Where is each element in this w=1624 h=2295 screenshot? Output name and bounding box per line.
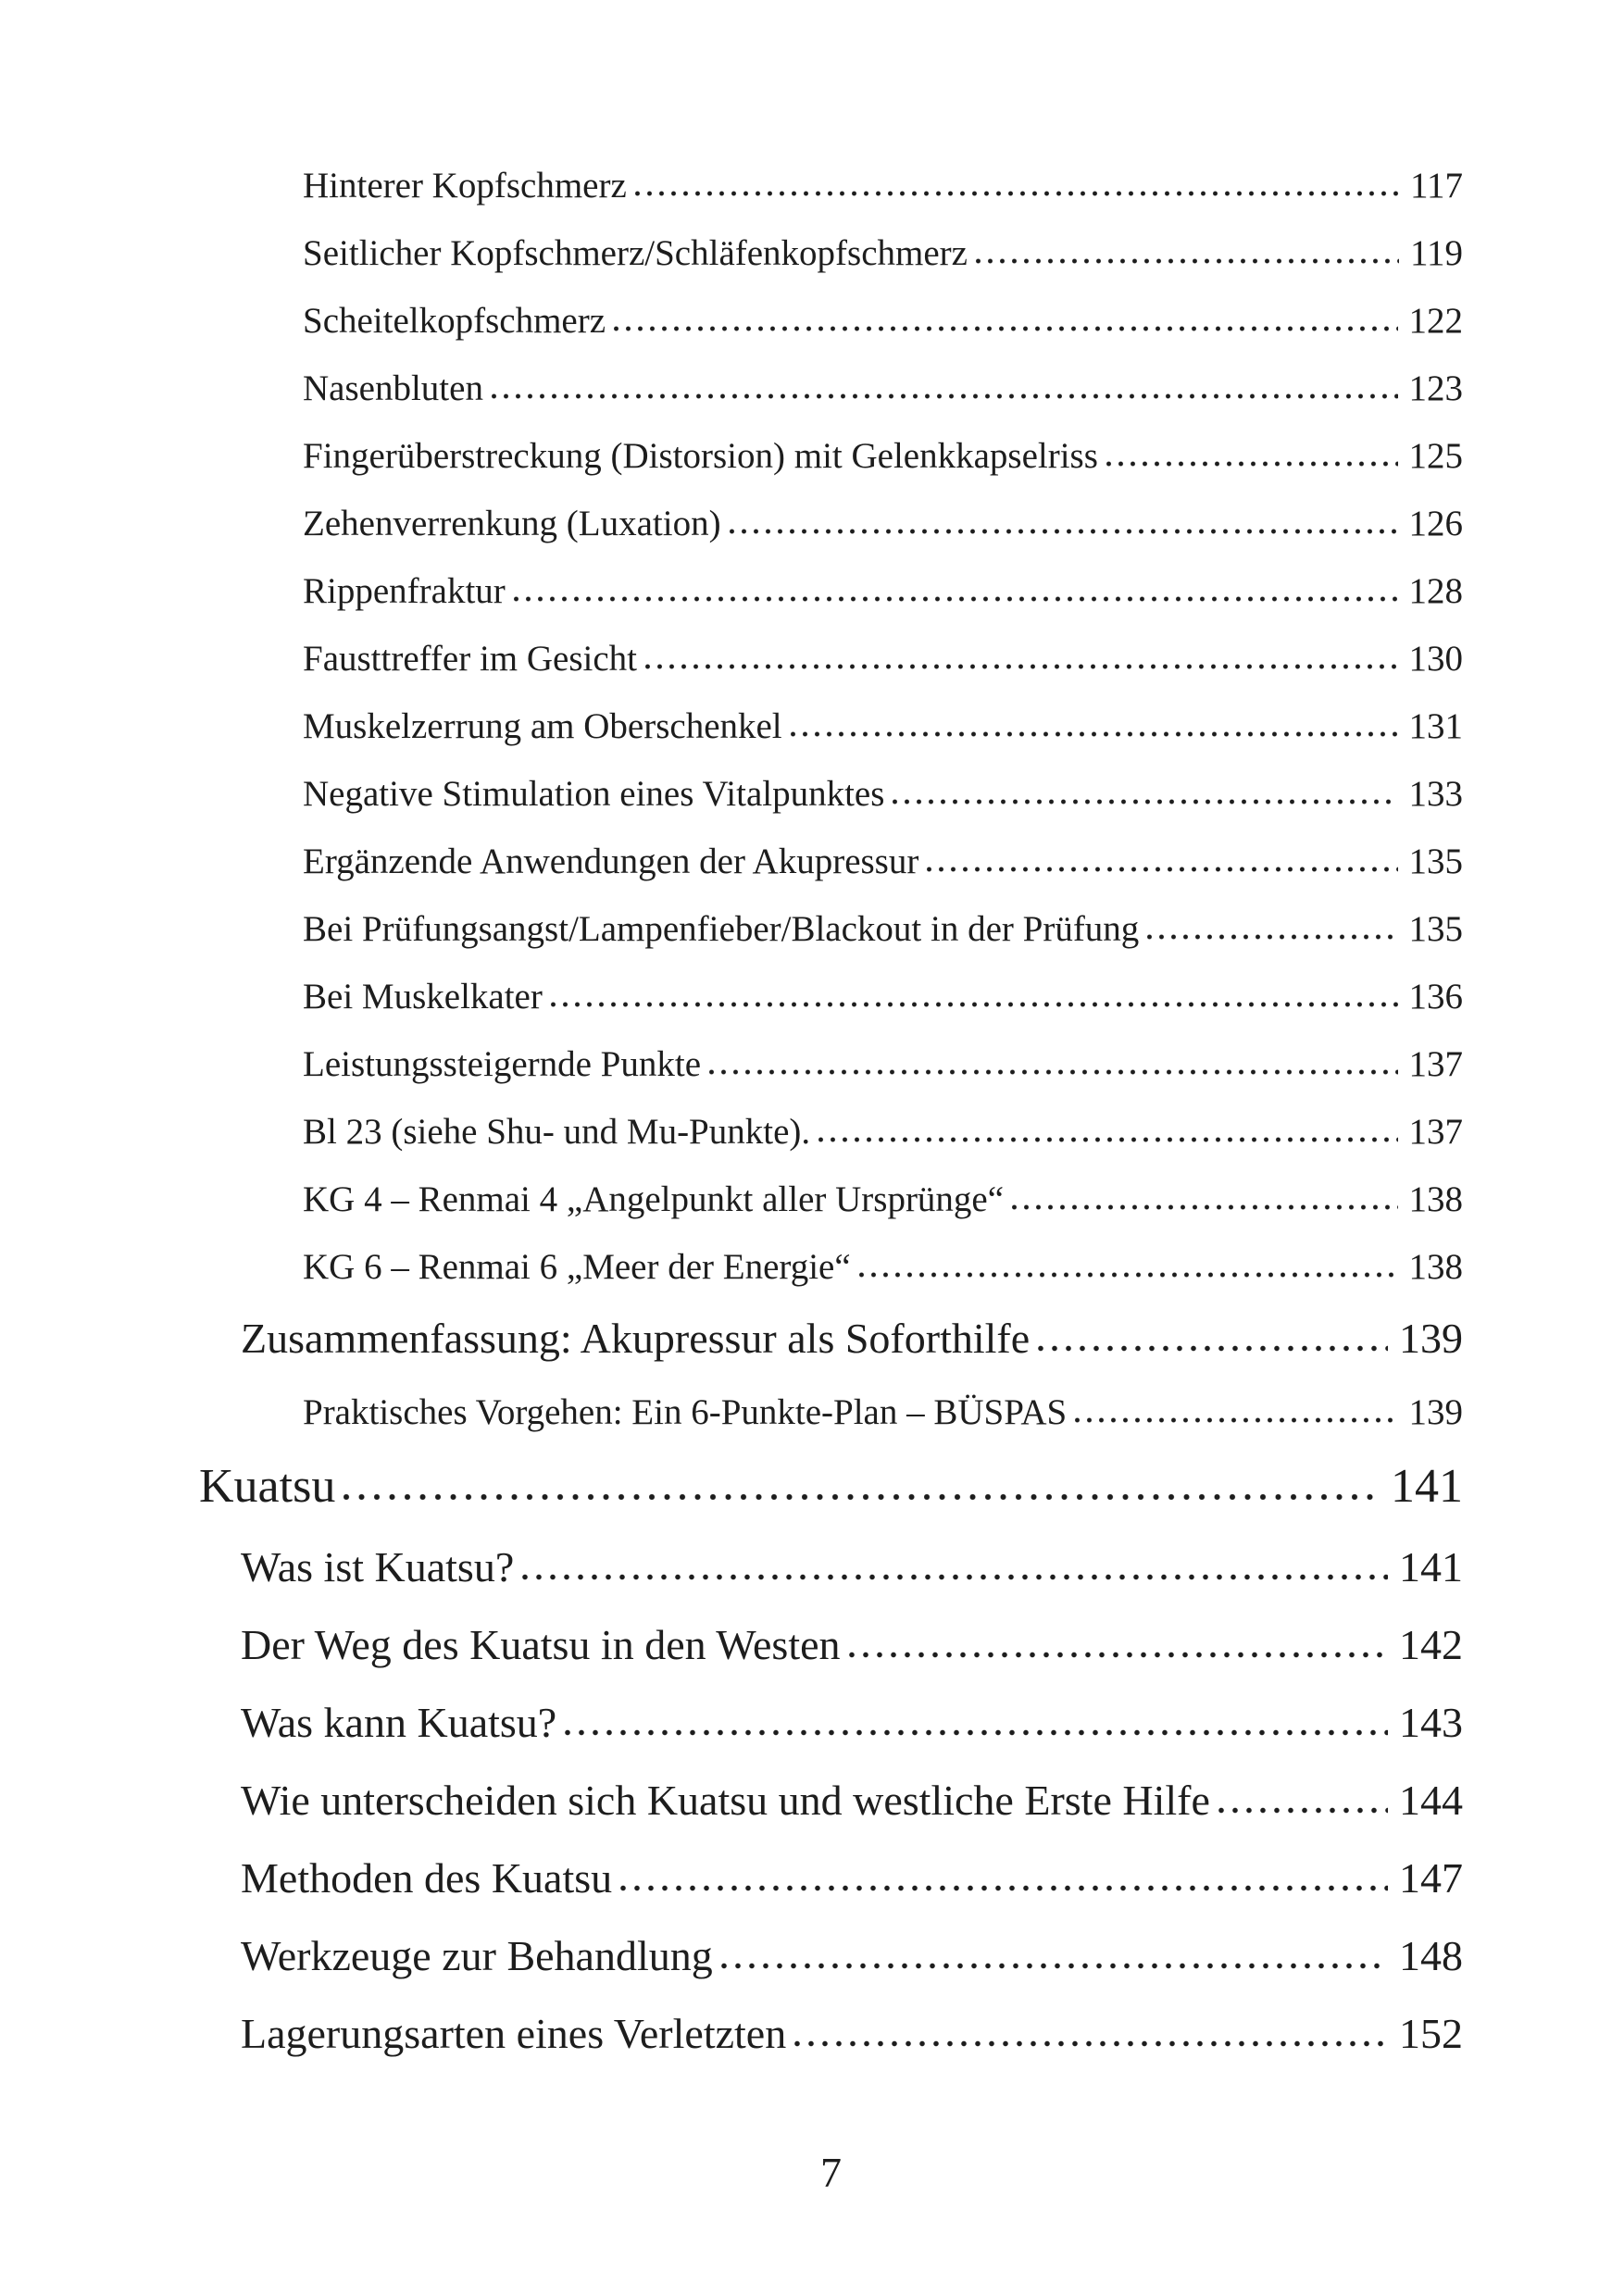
dot-leader bbox=[818, 1136, 1397, 1143]
toc-entry-page-number: 138 bbox=[1408, 1247, 1463, 1287]
dot-leader bbox=[859, 1271, 1398, 1278]
dot-leader bbox=[794, 2039, 1388, 2048]
dot-leader bbox=[893, 798, 1397, 805]
dot-leader bbox=[614, 325, 1397, 332]
toc-entry bbox=[303, 368, 1463, 435]
toc-entry-label: Fausttreffer im Gesicht bbox=[303, 639, 638, 679]
toc-entry-page-number: 148 bbox=[1399, 1932, 1463, 1979]
toc-entry-label: Bei Prüfungsangst/Lampenfieber/Blackout in der Prüfung bbox=[303, 909, 1140, 949]
toc-entry-page-number: 131 bbox=[1408, 706, 1463, 746]
toc-entry-page-number: 123 bbox=[1408, 368, 1463, 408]
toc-entry-page-number: 137 bbox=[1408, 1044, 1463, 1084]
toc-entry-label: Hinterer Kopfschmerz bbox=[303, 166, 627, 206]
toc-entry-label: Rippenfraktur bbox=[303, 571, 506, 611]
dot-leader bbox=[709, 1068, 1397, 1076]
toc-entry-page-number: 142 bbox=[1399, 1621, 1463, 1668]
toc-entry-page-number: 125 bbox=[1408, 436, 1463, 476]
toc-entry-page-number: 133 bbox=[1408, 774, 1463, 814]
dot-leader bbox=[492, 393, 1398, 400]
toc-entry-label: Was kann Kuatsu? bbox=[241, 1699, 557, 1746]
dot-leader bbox=[1147, 933, 1397, 941]
toc-entry-label: KG 4 – Renmai 4 „Angelpunkt aller Ursprünge“ bbox=[303, 1179, 1005, 1219]
toc-entry-page-number: 135 bbox=[1408, 842, 1463, 881]
toc-entry bbox=[303, 1111, 1463, 1179]
dot-leader bbox=[721, 1962, 1388, 1970]
dot-leader bbox=[522, 1573, 1388, 1581]
toc-entry bbox=[303, 1246, 1463, 1314]
dot-leader bbox=[551, 1001, 1398, 1008]
toc-entry bbox=[303, 435, 1463, 503]
toc-entry bbox=[303, 570, 1463, 638]
toc-entry bbox=[241, 1542, 1463, 1620]
toc-entry-label: KG 6 – Renmai 6 „Meer der Energie“ bbox=[303, 1247, 851, 1287]
toc-entry-page-number: 117 bbox=[1409, 166, 1463, 206]
toc-entry-page-number: 137 bbox=[1408, 1112, 1463, 1152]
toc-entry bbox=[303, 1179, 1463, 1246]
dot-leader bbox=[565, 1728, 1388, 1737]
toc-entry-page-number: 136 bbox=[1408, 977, 1463, 1017]
toc-entry-label: Negative Stimulation eines Vitalpunktes bbox=[303, 774, 885, 814]
toc-entry-page-number: 119 bbox=[1409, 233, 1463, 273]
toc-entry-label: Werkzeuge zur Behandlung bbox=[241, 1932, 713, 1979]
toc-entry-label: Der Weg des Kuatsu in den Westen bbox=[241, 1621, 841, 1668]
toc-entry-page-number: 144 bbox=[1399, 1777, 1463, 1824]
toc-entry-page-number: 141 bbox=[1391, 1460, 1463, 1513]
dot-leader bbox=[791, 730, 1398, 738]
toc-entry-label: Nasenbluten bbox=[303, 368, 483, 408]
dot-leader bbox=[1106, 460, 1398, 468]
toc-entry-label: Bei Muskelkater bbox=[303, 977, 543, 1017]
toc-entry bbox=[241, 1853, 1463, 1931]
dot-leader bbox=[1075, 1416, 1397, 1424]
toc-entry bbox=[241, 1620, 1463, 1698]
dot-leader bbox=[1012, 1204, 1397, 1211]
toc-entry-label: Kuatsu bbox=[199, 1460, 336, 1513]
dot-leader bbox=[927, 866, 1397, 873]
toc-entry-page-number: 130 bbox=[1408, 639, 1463, 679]
toc-entry-label: Wie unterscheiden sich Kuatsu und westliche Erste Hilfe bbox=[241, 1777, 1210, 1824]
toc-entry-page-number: 138 bbox=[1408, 1179, 1463, 1219]
toc-entry bbox=[199, 1459, 1463, 1542]
toc-entry-label: Praktisches Vorgehen: Ein 6-Punkte-Plan – BÜSPAS bbox=[303, 1392, 1068, 1432]
toc-entry-label: Zehenverrenkung (Luxation) bbox=[303, 504, 721, 543]
toc-list bbox=[199, 165, 1463, 2087]
dot-leader bbox=[645, 663, 1397, 670]
toc-entry bbox=[241, 1698, 1463, 1776]
dot-leader bbox=[344, 1492, 1380, 1502]
dot-leader bbox=[514, 595, 1398, 603]
toc-entry-page-number: 147 bbox=[1399, 1854, 1463, 1902]
toc-entry bbox=[303, 773, 1463, 841]
dot-leader bbox=[1038, 1344, 1388, 1353]
toc-entry bbox=[303, 1043, 1463, 1111]
toc-entry-label: Lagerungsarten eines Verletzten bbox=[241, 2010, 787, 2057]
dot-leader bbox=[1218, 1806, 1388, 1815]
toc-entry-label: Zusammenfassung: Akupressur als Soforthilfe bbox=[241, 1315, 1031, 1362]
toc-entry bbox=[303, 976, 1463, 1043]
toc-entry bbox=[303, 503, 1463, 570]
toc-entry bbox=[303, 232, 1463, 300]
toc-entry-label: Fingerüberstreckung (Distorsion) mit Gelenkkapselriss bbox=[303, 436, 1098, 476]
toc-entry-page-number: 122 bbox=[1408, 301, 1463, 341]
toc-entry-label: Ergänzende Anwendungen der Akupressur bbox=[303, 842, 919, 881]
toc-entry-page-number: 128 bbox=[1408, 571, 1463, 611]
toc-entry-label: Methoden des Kuatsu bbox=[241, 1854, 613, 1902]
toc-entry bbox=[303, 165, 1463, 232]
toc-entry-page-number: 139 bbox=[1399, 1315, 1463, 1362]
toc-entry-label: Bl 23 (siehe Shu- und Mu-Punkte). bbox=[303, 1112, 811, 1152]
toc-entry-page-number: 152 bbox=[1399, 2010, 1463, 2057]
dot-leader bbox=[635, 190, 1399, 197]
toc-entry-label: Was ist Kuatsu? bbox=[241, 1543, 515, 1590]
toc-entry-label: Muskelzerrung am Oberschenkel bbox=[303, 706, 782, 746]
toc-entry-label: Leistungssteigernde Punkte bbox=[303, 1044, 702, 1084]
toc-entry-page-number: 126 bbox=[1408, 504, 1463, 543]
page-number-footer: 7 bbox=[820, 2149, 842, 2196]
dot-leader bbox=[730, 528, 1398, 535]
toc-entry bbox=[303, 705, 1463, 773]
dot-leader bbox=[976, 257, 1399, 265]
toc-entry bbox=[241, 2009, 1463, 2087]
toc-entry bbox=[303, 841, 1463, 908]
toc-entry bbox=[303, 638, 1463, 705]
dot-leader bbox=[849, 1651, 1388, 1659]
toc-entry-page-number: 141 bbox=[1399, 1543, 1463, 1590]
toc-entry-label: Scheitelkopfschmerz bbox=[303, 301, 606, 341]
dot-leader bbox=[620, 1884, 1388, 1892]
toc-entry-page-number: 139 bbox=[1408, 1392, 1463, 1432]
toc-entry-page-number: 135 bbox=[1408, 909, 1463, 949]
toc-entry-page-number: 143 bbox=[1399, 1699, 1463, 1746]
toc-entry bbox=[241, 1776, 1463, 1853]
toc-entry bbox=[241, 1314, 1463, 1391]
toc-entry bbox=[241, 1931, 1463, 2009]
toc-entry bbox=[303, 1391, 1463, 1459]
toc-entry bbox=[303, 908, 1463, 976]
toc-entry-label: Seitlicher Kopfschmerz/Schläfenkopfschmerz bbox=[303, 233, 968, 273]
toc-entry bbox=[303, 300, 1463, 368]
